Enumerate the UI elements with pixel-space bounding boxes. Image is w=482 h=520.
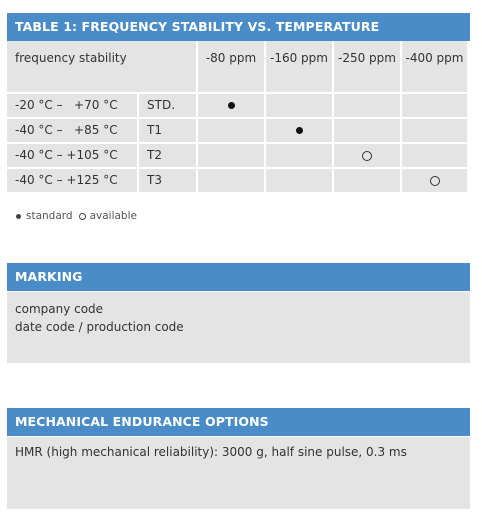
header-frequency-stability: frequency stability <box>7 41 196 92</box>
mechanical-title: MECHANICAL ENDURANCE OPTIONS <box>7 408 470 436</box>
option-code: T1 <box>139 119 196 142</box>
temperature-range: -40 °C – +125 °C <box>7 169 137 192</box>
option-code: T3 <box>139 169 196 192</box>
open-circle-icon <box>79 213 86 220</box>
marking-line: company code <box>15 302 104 316</box>
mark-cell <box>266 144 332 167</box>
mark-cell <box>334 94 400 117</box>
mark-cell <box>334 169 400 192</box>
mark-cell <box>198 94 264 117</box>
header-ppm-250: -250 ppm <box>334 41 400 92</box>
table-row <box>7 119 470 142</box>
header-ppm-160: -160 ppm <box>266 41 332 92</box>
temperature-range: -20 °C – +70 °C <box>7 94 137 117</box>
mark-cell <box>198 169 264 192</box>
mark-cell <box>266 119 332 142</box>
mark-cell <box>198 119 264 142</box>
header-ppm-80: -80 ppm <box>198 41 264 92</box>
table-legend <box>16 210 137 222</box>
mechanical-body <box>7 437 470 509</box>
legend-available: available <box>89 210 137 222</box>
mark-cell <box>266 94 332 117</box>
mark-cell <box>402 144 467 167</box>
header-ppm-400: -400 ppm <box>402 41 467 92</box>
table-row <box>7 144 470 167</box>
mark-cell <box>334 144 400 167</box>
open-circle-icon <box>362 151 372 161</box>
filled-dot-icon <box>296 127 303 134</box>
mark-cell <box>198 144 264 167</box>
table-row <box>7 94 470 117</box>
frequency-stability-table <box>7 41 470 194</box>
legend-standard: standard <box>26 210 73 222</box>
mechanical-text: HMR (high mechanical reliability): 3000 g, half sine pulse, 0.3 ms <box>15 445 407 459</box>
option-code: STD. <box>139 94 196 117</box>
mark-cell <box>402 94 467 117</box>
table-title: TABLE 1: FREQUENCY STABILITY VS. TEMPERATURE <box>7 13 470 41</box>
marking-line: date code / production code <box>15 320 184 334</box>
mark-cell <box>334 119 400 142</box>
filled-dot-icon <box>16 214 21 219</box>
temperature-range: -40 °C – +85 °C <box>7 119 137 142</box>
mark-cell <box>402 119 467 142</box>
mark-cell <box>266 169 332 192</box>
marking-body <box>7 292 470 363</box>
temperature-range: -40 °C – +105 °C <box>7 144 137 167</box>
marking-title: MARKING <box>7 263 470 291</box>
filled-dot-icon <box>228 102 235 109</box>
table-row <box>7 169 470 192</box>
option-code: T2 <box>139 144 196 167</box>
mark-cell <box>402 169 467 192</box>
open-circle-icon <box>430 176 440 186</box>
table-header-row <box>7 41 470 92</box>
